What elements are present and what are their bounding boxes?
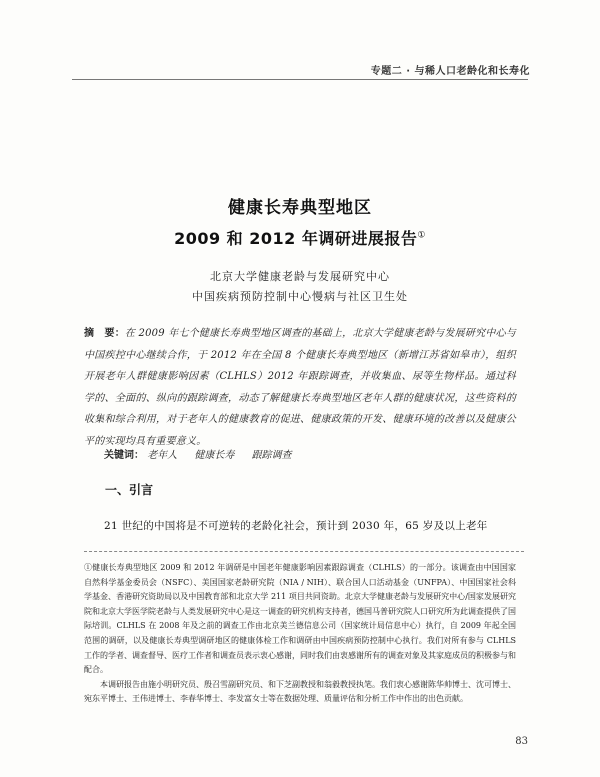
title-footnote-mark[interactable]: ① [417, 230, 426, 241]
page-number: 83 [515, 736, 528, 747]
title-line-1: 健康长寿典型地区 [228, 198, 372, 218]
footnote-1: ①健康长寿典型地区 2009 和 2012 年调研是中国老年健康影响因素跟踪调查（CLHLS）的一部分。该调查由中国国家自然科学基金委员会（NSFC）、美国国家老龄研究院（NIA / NIH）、联合国人口活动基金（UNFPA）、中国国家社会科学基金、香港研究资助局以及中国教育部和北京大学 211 项目共同资助。北京大学健康老龄与发展研究中心/国家发展研究院和北京大学医学院老龄与人类发展研究中心是这一调查的研究机构支持者，德国马普研究院人口研究所为此调查提供了国际培训。CLHLS 在 2008 年及之前的调查工作由北京美兰德信息公司（国家统计局信息中心）执行，自 2009 年起全国范围的调研，以及健康长寿典型调研地区的健康体检工作和调研由中国疾病预防控制中心执行。我们对所有参与 CLHLS 工作的学者、调查督导、医疗工作者和调查员表示衷心感谢，同时我们由衷感谢所有的调查对象及其家庭成员的积极参与和配合。 [84, 563, 516, 675]
keyword-item: 跟踪调查 [251, 450, 292, 461]
abstract [84, 323, 516, 452]
keywords-label: 关键词： [104, 450, 144, 461]
footnote-2: 本调研报告由施小明研究员、殷召雪副研究员、和下芝副教授和翁毅教授执笔。我们衷心感谢陈华帅博士、沈可博士、宛东平博士、王伟进博士、李春华博士、李发富女士等在数据处理、质量评估和分析工作中作出的出色贡献。 [84, 679, 516, 704]
author-affiliation-1: 北京大学健康老龄与发展研究中心 [210, 270, 390, 283]
title-line-2-text: 2009 和 2012 年调研进展报告 [174, 229, 418, 248]
keywords [104, 446, 306, 461]
footnotes [84, 561, 516, 707]
abstract-text: 在 2009 年七个健康长寿典型地区调查的基础上，北京大学健康老龄与发展研究中心与中国疾控中心继续合作，于 2012 年在全国 8 个健康长寿典型地区（新增江苏省如皋市），组织开展老年人群健康影响因素（CLHLS）2012 年跟踪调查，并收集血、尿等生物样品。通过科学的、全面的、纵向的跟踪调查，动态了解健康长寿典型地区老年人群的健康状况，这些资料的收集和综合利用，对于老年人的健康教育的促进、健康政策的开发、健康环境的改善以及健康公平的实现均具有重要意义。 [84, 328, 516, 447]
keyword-item: 健康长寿 [194, 450, 235, 461]
abstract-label: 摘 要： [84, 328, 125, 339]
header-rule [72, 79, 528, 80]
running-header: 专题二 · 与稀人口老龄化和长寿化 [370, 66, 530, 77]
body-paragraph: 21 世纪的中国将是不可逆转的老龄化社会，预计到 2030 年，65 岁及以上老年 [104, 520, 488, 532]
author-affiliation-2: 中国疾病预防控制中心慢病与社区卫生处 [192, 290, 408, 303]
section-heading-introduction: 一、引言 [105, 483, 154, 497]
keyword-item: 老年人 [147, 450, 178, 461]
title-line-2 [0, 226, 600, 249]
footnote-divider [84, 551, 524, 552]
